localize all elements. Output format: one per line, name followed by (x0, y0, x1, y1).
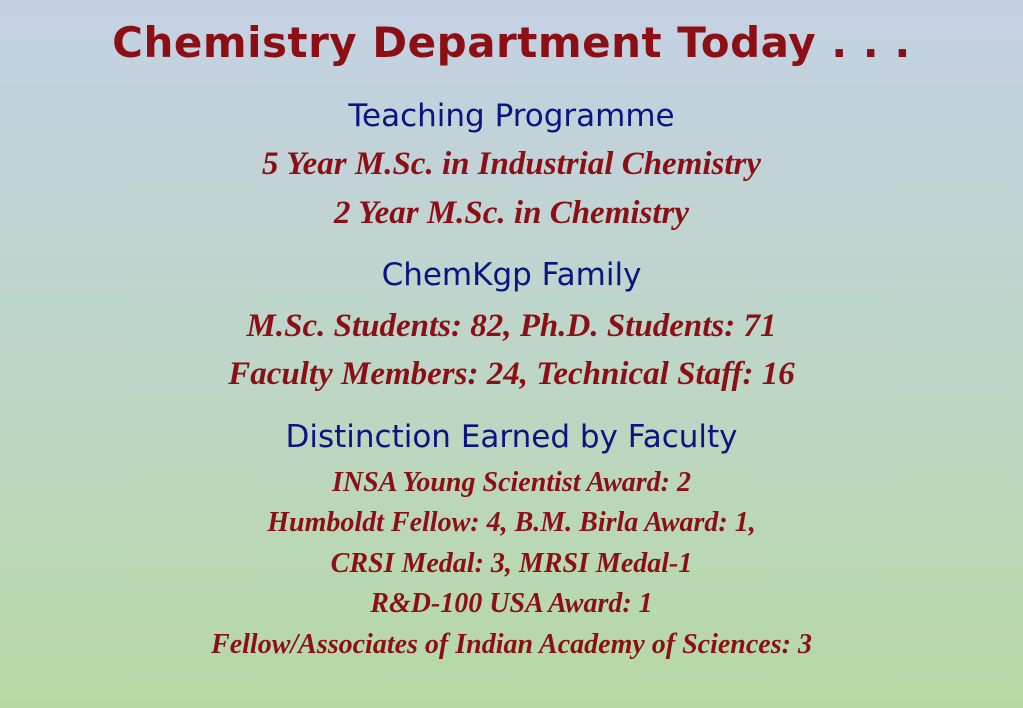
slide-title: Chemistry Department Today . . . (112, 18, 911, 67)
distinction-line-3: CRSI Medal: 3, MRSI Medal-1 (330, 548, 693, 579)
family-line-1: M.Sc. Students: 82, Ph.D. Students: 71 (246, 308, 777, 344)
teaching-line-2: 2 Year M.Sc. in Chemistry (333, 195, 690, 231)
distinction-line-2: Humboldt Fellow: 4, B.M. Birla Award: 1, (267, 507, 756, 538)
chemkgp-family-heading: ChemKgp Family (381, 257, 642, 293)
teaching-programme-heading: Teaching Programme (348, 98, 675, 134)
teaching-line-1: 5 Year M.Sc. in Industrial Chemistry (261, 146, 762, 182)
distinction-line-1: INSA Young Scientist Award: 2 (332, 467, 691, 498)
distinction-line-4: R&D-100 USA Award: 1 (370, 588, 653, 619)
distinction-heading: Distinction Earned by Faculty (285, 419, 738, 455)
family-line-2: Faculty Members: 24, Technical Staff: 16 (228, 356, 795, 392)
distinction-line-5: Fellow/Associates of Indian Academy of Sciences: 3 (211, 629, 812, 660)
